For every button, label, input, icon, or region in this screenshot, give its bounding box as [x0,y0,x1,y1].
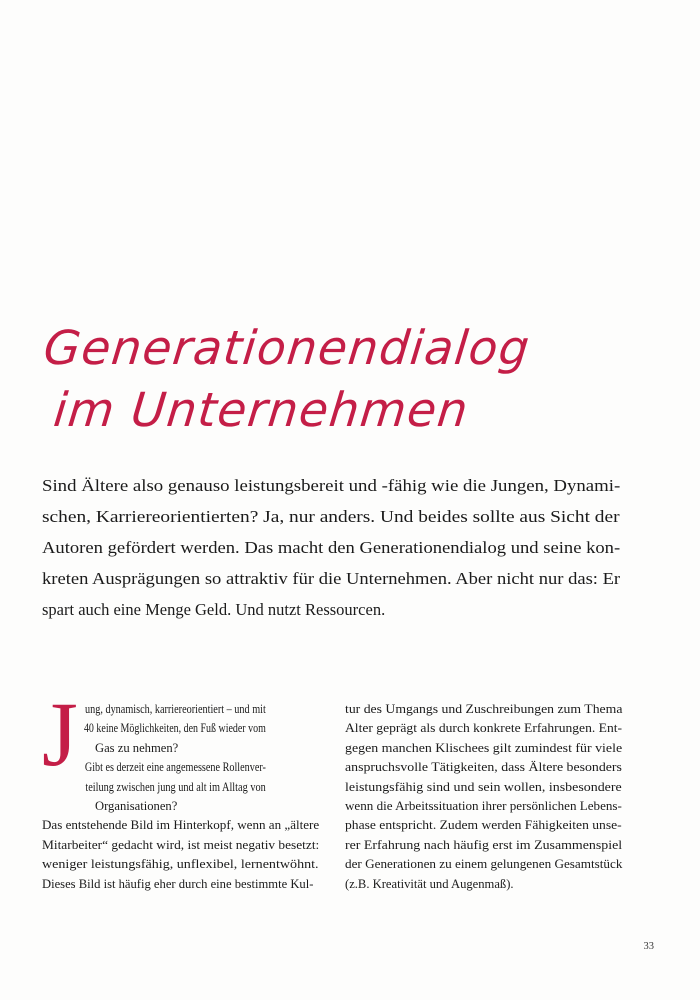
page-number: 33 [643,941,654,952]
body-line: rer Erfahrung nach häufig erst im Zusammenspiel [345,837,623,852]
lead-line: Autoren gefördert werden. Das macht den Generationendialog und seine kon- [42,538,621,557]
body-column-right [345,700,622,894]
body-line: Organisationen? [95,798,178,813]
body-line: wenn die Arbeitssituation ihrer persönlichen Lebens- [345,798,622,813]
body-line: Dieses Bild ist häufig eher durch eine bestimmte Kul- [42,876,314,891]
lead-paragraph [42,470,620,625]
body-line: teilung zwischen jung und alt im Alltag von [85,779,266,794]
drop-cap: J [42,683,78,785]
body-line: 40 keine Möglichkeiten, den Fuß wieder vom [83,721,266,736]
body-line: der Generationen zu einem gelungenen Gesamtstück [345,857,623,872]
body-line: gegen manchen Klischees gilt zumindest für viele [345,740,623,755]
lead-line: Sind Ältere also genauso leistungsbereit und -fähig wie die Jungen, Dynami- [42,476,621,495]
lead-line: schen, Karriereorientierten? Ja, nur anders. Und beides sollte aus Sicht der [42,507,620,526]
body-line: leistungsfähig sind und sein wollen, insbesondere [345,779,622,794]
body-line: ung, dynamisch, karriereorientiert – und mit [85,702,266,716]
page-title-line-1: Generationendialog [41,321,533,376]
body-line: Alter geprägt als durch konkrete Erfahrungen. Ent- [345,721,623,736]
body-line: Gibt es derzeit eine angemessene Rollenver- [84,760,266,775]
page-title-line-2: im Unternehmen [51,383,472,438]
body-line: anspruchsvolle Tätigkeiten, dass Ältere besonders [345,760,622,775]
body-line: tur des Umgangs und Zuschreibungen zum Thema [345,702,623,716]
body-line: weniger leistungsfähig, unflexibel, lernentwöhnt. [42,857,319,872]
body-line: Mitarbeiter“ gedacht wird, ist meist negativ besetzt: [42,837,320,852]
body-column-left [42,683,320,894]
page-title [41,318,604,442]
lead-line: kreten Ausprägungen so attraktiv für die Unternehmen. Aber nicht nur das: Er [42,569,621,588]
body-line: (z.B. Kreativität und Augenmaß). [345,876,514,891]
lead-line: spart auch eine Menge Geld. Und nutzt Ressourcen. [42,600,386,619]
body-line: Gas zu nehmen? [95,740,179,755]
body-line: Das entstehende Bild im Hinterkopf, wenn an „ältere [42,818,320,833]
body-line: phase entspricht. Zudem werden Fähigkeiten unse- [345,818,622,833]
body-columns [42,683,623,894]
